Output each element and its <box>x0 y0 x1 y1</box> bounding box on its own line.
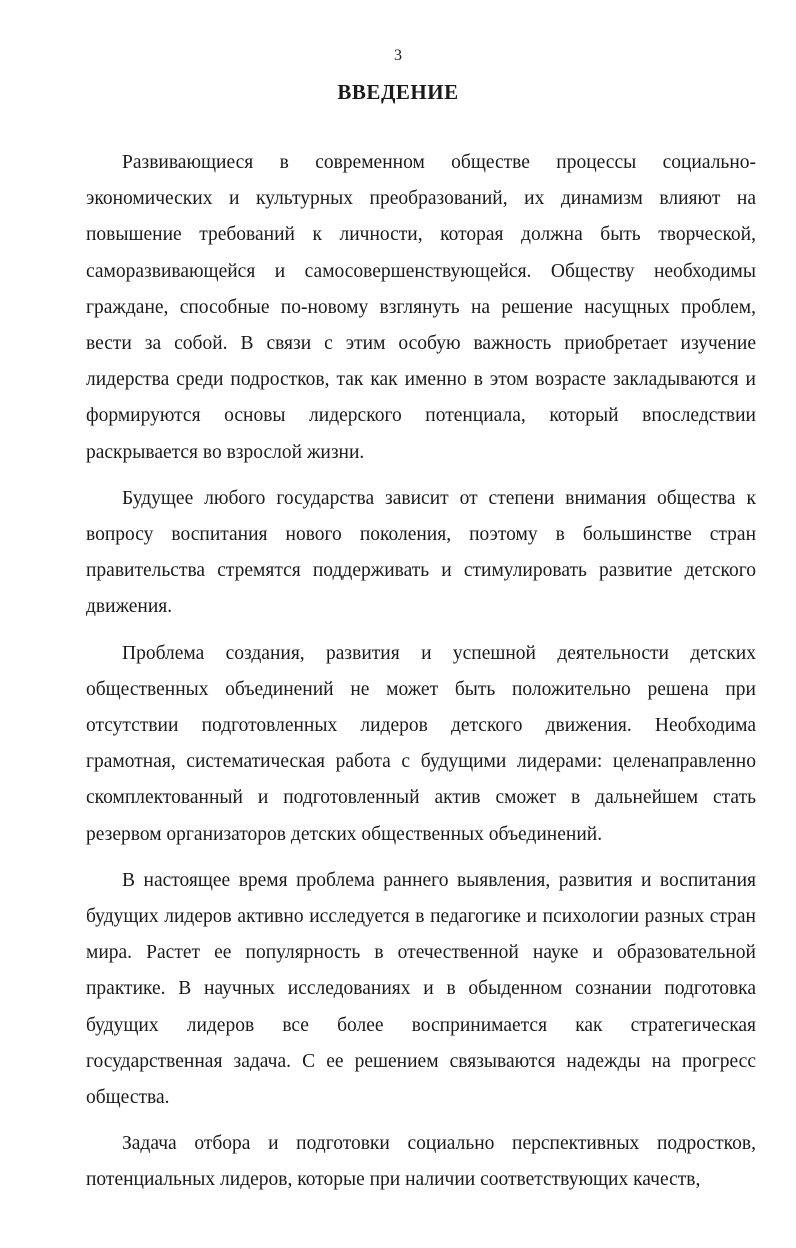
document-body <box>86 145 756 1199</box>
paragraph-1: Развивающиеся в современном обществе процессы социально-экономических и культурных преобразований, их динамизм влияют на повышение требований к личности, которая должна быть творческой, саморазвивающейся и самосовершенствующейся. Обществу необходимы граждане, способные по-новому взглянуть на решение насущных проблем, вести за собой. В связи с этим особую важность приобретает изучение лидерства среди подростков, так как именно в этом возрасте закладываются и формируются основы лидерского потенциала, который впоследствии раскрывается во взрослой жизни. <box>86 152 756 463</box>
paragraph-3: Проблема создания, развития и успешной деятельности детских общественных объединений не может быть положительно решена при отсутствии подготовленных лидеров детского движения. Необходима грамотная, систематическая работа с будущими лидерами: целенаправленно скомплектованный и подготовленный актив сможет в дальнейшем стать резервом организаторов детских общественных объединений. <box>86 642 756 845</box>
page-number: 3 <box>394 47 402 64</box>
paragraph-5: Задача отбора и подготовки социально перспективных подростков, потенциальных лидеров, которые при наличии соответствующих качеств, <box>86 1133 756 1191</box>
page-title: ВВЕДЕНИЕ <box>337 80 459 104</box>
paragraph-4: В настоящее время проблема раннего выявления, развития и воспитания будущих лидеров активно исследуется в педагогике и психологии разных стран мира. Растет ее популярность в отечественной науке и образовательной практике. В научных исследованиях и в обыденном сознании подготовка будущих лидеров все более воспринимается как стратегическая государственная задача. С ее решением связываются надежды на прогресс общества. <box>86 869 756 1109</box>
paragraph-2: Будущее любого государства зависит от степени внимания общества к вопросу воспитания нового поколения, поэтому в большинстве стран правительства стремятся поддерживать и стимулировать развитие детского движения. <box>86 487 756 618</box>
